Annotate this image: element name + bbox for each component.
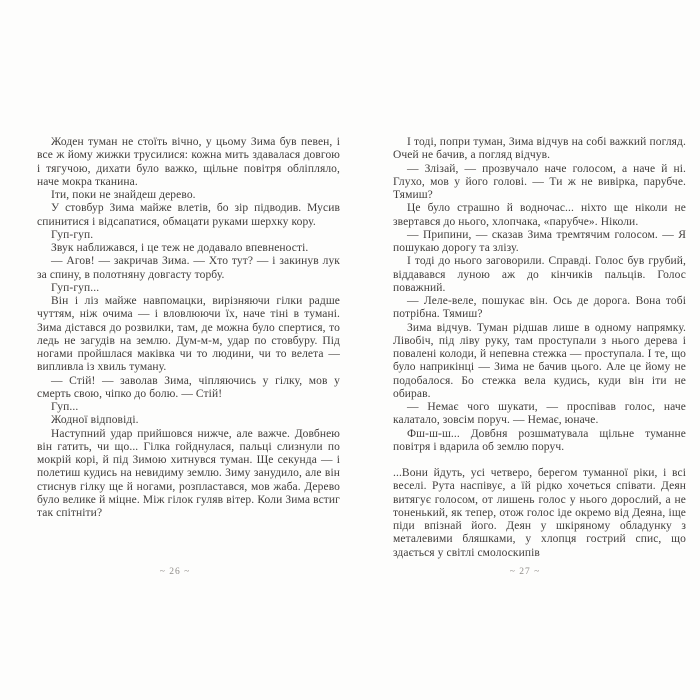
book-page-right-text <box>393 136 686 560</box>
paragraph: У стовбур Зима майже влетів, бо зір підводив. Мусив спинитися і відсапатися, обмацати руками шерхку кору. <box>37 202 340 228</box>
paragraph: Жодної відповіді. <box>51 414 139 427</box>
paragraph: І тоді, попри туман, Зима відчув на собі важкий погляд. Очей не бачив, а погляд відчув. <box>393 136 686 162</box>
paragraph: Звук наближався, і це теж не додавало впевненості. <box>51 242 309 254</box>
paragraph: Іти, поки не знайдеш дерево. <box>51 189 196 201</box>
paragraph: Він і ліз майже навпомацки, вирізняючи гілки радше чуттям, ніж очима — і вловлюючи їх, наче тіні в тумані. Зима дістався до розвилки, там, де можна було спертися, то ледь не загудів на землю. Дум-м-м, удар по стовбуру. Під ногами пройшлася маківка чи то людини, чи то велета — випливла із хвиль туману. <box>37 295 340 374</box>
paragraph: — Стій! — заволав Зима, чіпляючись у гілку, мов у смерть свою, чіпко до болю. — Стій! <box>37 374 340 400</box>
paragraph: Гуп... <box>51 401 79 413</box>
paragraph: Зима відчув. Туман рідшав лише в одному напрямку. Лівобіч, під ліву руку, там проступали з нього дерева і повалені колоди, й непевна стежка — проступала. І те, що було наприкінці — Зима не бачив цього. Але це йому не подобалося. Бо стежка вела кудись, куди він іти не обирав. <box>393 321 686 400</box>
paragraph: — Немає чого шукати, — проспівав голос, наче калатало, зовсім поруч. — Немає, юначе. <box>393 401 686 427</box>
paragraph: Наступний удар прийшовся нижче, але важче. Довбнею він гатить, чи що... Гілка гойднулася, пальці слизнули по мокрій корі, й під Зимою хитнувся туман. Ще секунда — і полетиш кудись на невидиму землю. Зиму занудило, але він стиснув гілку ще й ногами, розпластався, мов жаба. Дерево було велике й міцне. Між гілок гуляв вітер. Коли Зима встиг так спітніти? <box>37 427 340 519</box>
paragraph: Фш-ш-ш... Довбня розшматувала щільне туманне повітря і вдарила об землю поруч. <box>393 427 686 453</box>
page-number-left: ~ 26 ~ <box>159 567 191 577</box>
page-number-right: ~ 27 ~ <box>509 567 541 577</box>
paragraph: Гуп-гуп... <box>51 281 100 294</box>
paragraph: — Злізай, — прозвучало наче голосом, а наче й ні. Глухо, мов у його голові. — Ти ж не вивірка, парубче. Тямиш? <box>393 162 686 201</box>
paragraph: — Припини, — сказав Зима тремтячим голосом. — Я пошукаю дорогу та злізу. <box>393 228 686 254</box>
paragraph: — Агов! — закричав Зима. — Хто тут? — і закинув лук за спину, в полотняну довгасту торбу. <box>37 255 340 281</box>
paragraph: Гуп-гуп. <box>51 228 94 241</box>
paragraph-scene-break: ...Вони йдуть, усі четверо, берегом туманної ріки, і всі веселі. Рута наспівує, а їй рідко хочеться співати. Деян витягує голосом, от лишень голос у нього дорослий, а не тоненький, як тепер, отож голос іде окремо від Деяна, іще піди впізнай його. Деян у шкіряному обладунку з металевими бляшками, у хлопця гострий спис, що здається у світлі смолоскипів <box>393 467 686 559</box>
paragraph: — Леле-веле, пошукає він. Ось де дорога. Вона тобі потрібна. Тямиш? <box>393 295 686 321</box>
paragraph: І тоді до нього заговорили. Справді. Голос був грубий, віддавався луною аж до кінчиків пальців. Голос поважний. <box>393 255 686 294</box>
paragraph: Жоден туман не стоїть вічно, у цьому Зима був певен, і все ж йому жижки трусилися: кожна мить здавалася довгою і тягучою, дихати було важко, щільне повітря обліпляло, наче мокра тканина. <box>37 136 340 188</box>
paragraph: Це було страшно й водночас... ніхто ще ніколи не звертався до нього, хлопчака, «парубче». Ніколи. <box>393 202 686 228</box>
book-page-left-text <box>37 136 340 520</box>
